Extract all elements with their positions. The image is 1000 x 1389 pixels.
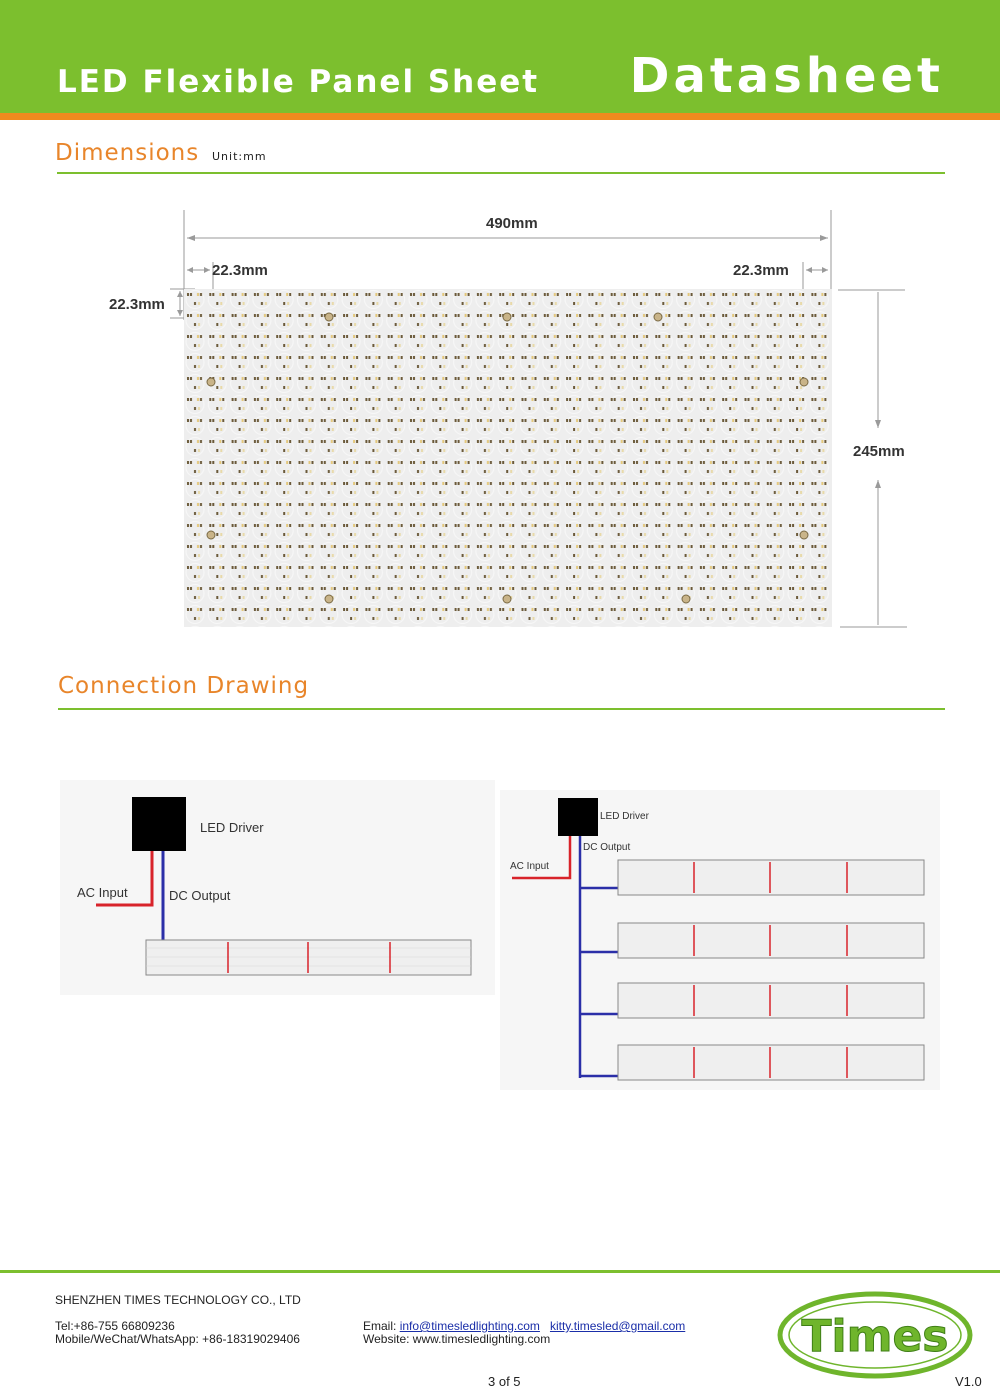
email-link-info[interactable]: info@timesledlighting.com [399, 1319, 540, 1333]
svg-text:Times: Times [801, 1311, 949, 1362]
footer-rule [0, 1270, 1000, 1273]
width-dimension-label: 490mm [486, 215, 538, 232]
times-logo [775, 1290, 975, 1380]
right-ac-input-label: AC Input [510, 861, 549, 872]
email-prefix: Email: [363, 1319, 397, 1333]
left-ac-input-label: AC Input [77, 885, 128, 900]
left-driver-label: LED Driver [200, 820, 264, 835]
connection-rule [58, 708, 945, 710]
right-driver-label: LED Driver [600, 811, 649, 822]
parallel-panel-connection-diagram [500, 790, 940, 1090]
dimensions-heading: Dimensions [55, 140, 200, 166]
left-dc-output-label: DC Output [169, 888, 231, 903]
height-dimension-label: 245mm [853, 443, 905, 460]
website[interactable]: Website: www.timesledlighting.com [363, 1332, 551, 1346]
right-margin-label: 22.3mm [733, 262, 789, 279]
unit-label: Unit:mm [212, 150, 267, 163]
mobile-contact: Mobile/WeChat/WhatsApp: +86-18319029406 [55, 1332, 300, 1346]
email-link-kitty[interactable]: kitty.timesled@gmail.com [549, 1319, 686, 1333]
email-line [363, 1319, 685, 1333]
page-number: 3 of 5 [488, 1374, 521, 1389]
connection-heading: Connection Drawing [58, 673, 310, 699]
company-name: SHENZHEN TIMES TECHNOLOGY CO., LTD [55, 1293, 301, 1307]
version-label: V1.0 [955, 1374, 982, 1389]
top-margin-label: 22.3mm [109, 296, 165, 313]
product-title: LED Flexible Panel Sheet [57, 64, 540, 100]
led-panel-image [184, 289, 832, 627]
left-margin-label: 22.3mm [212, 262, 268, 279]
doc-type-title: Datasheet [629, 48, 944, 104]
right-dc-output-label: DC Output [583, 842, 631, 853]
telephone: Tel:+86-755 66809236 [55, 1319, 175, 1333]
